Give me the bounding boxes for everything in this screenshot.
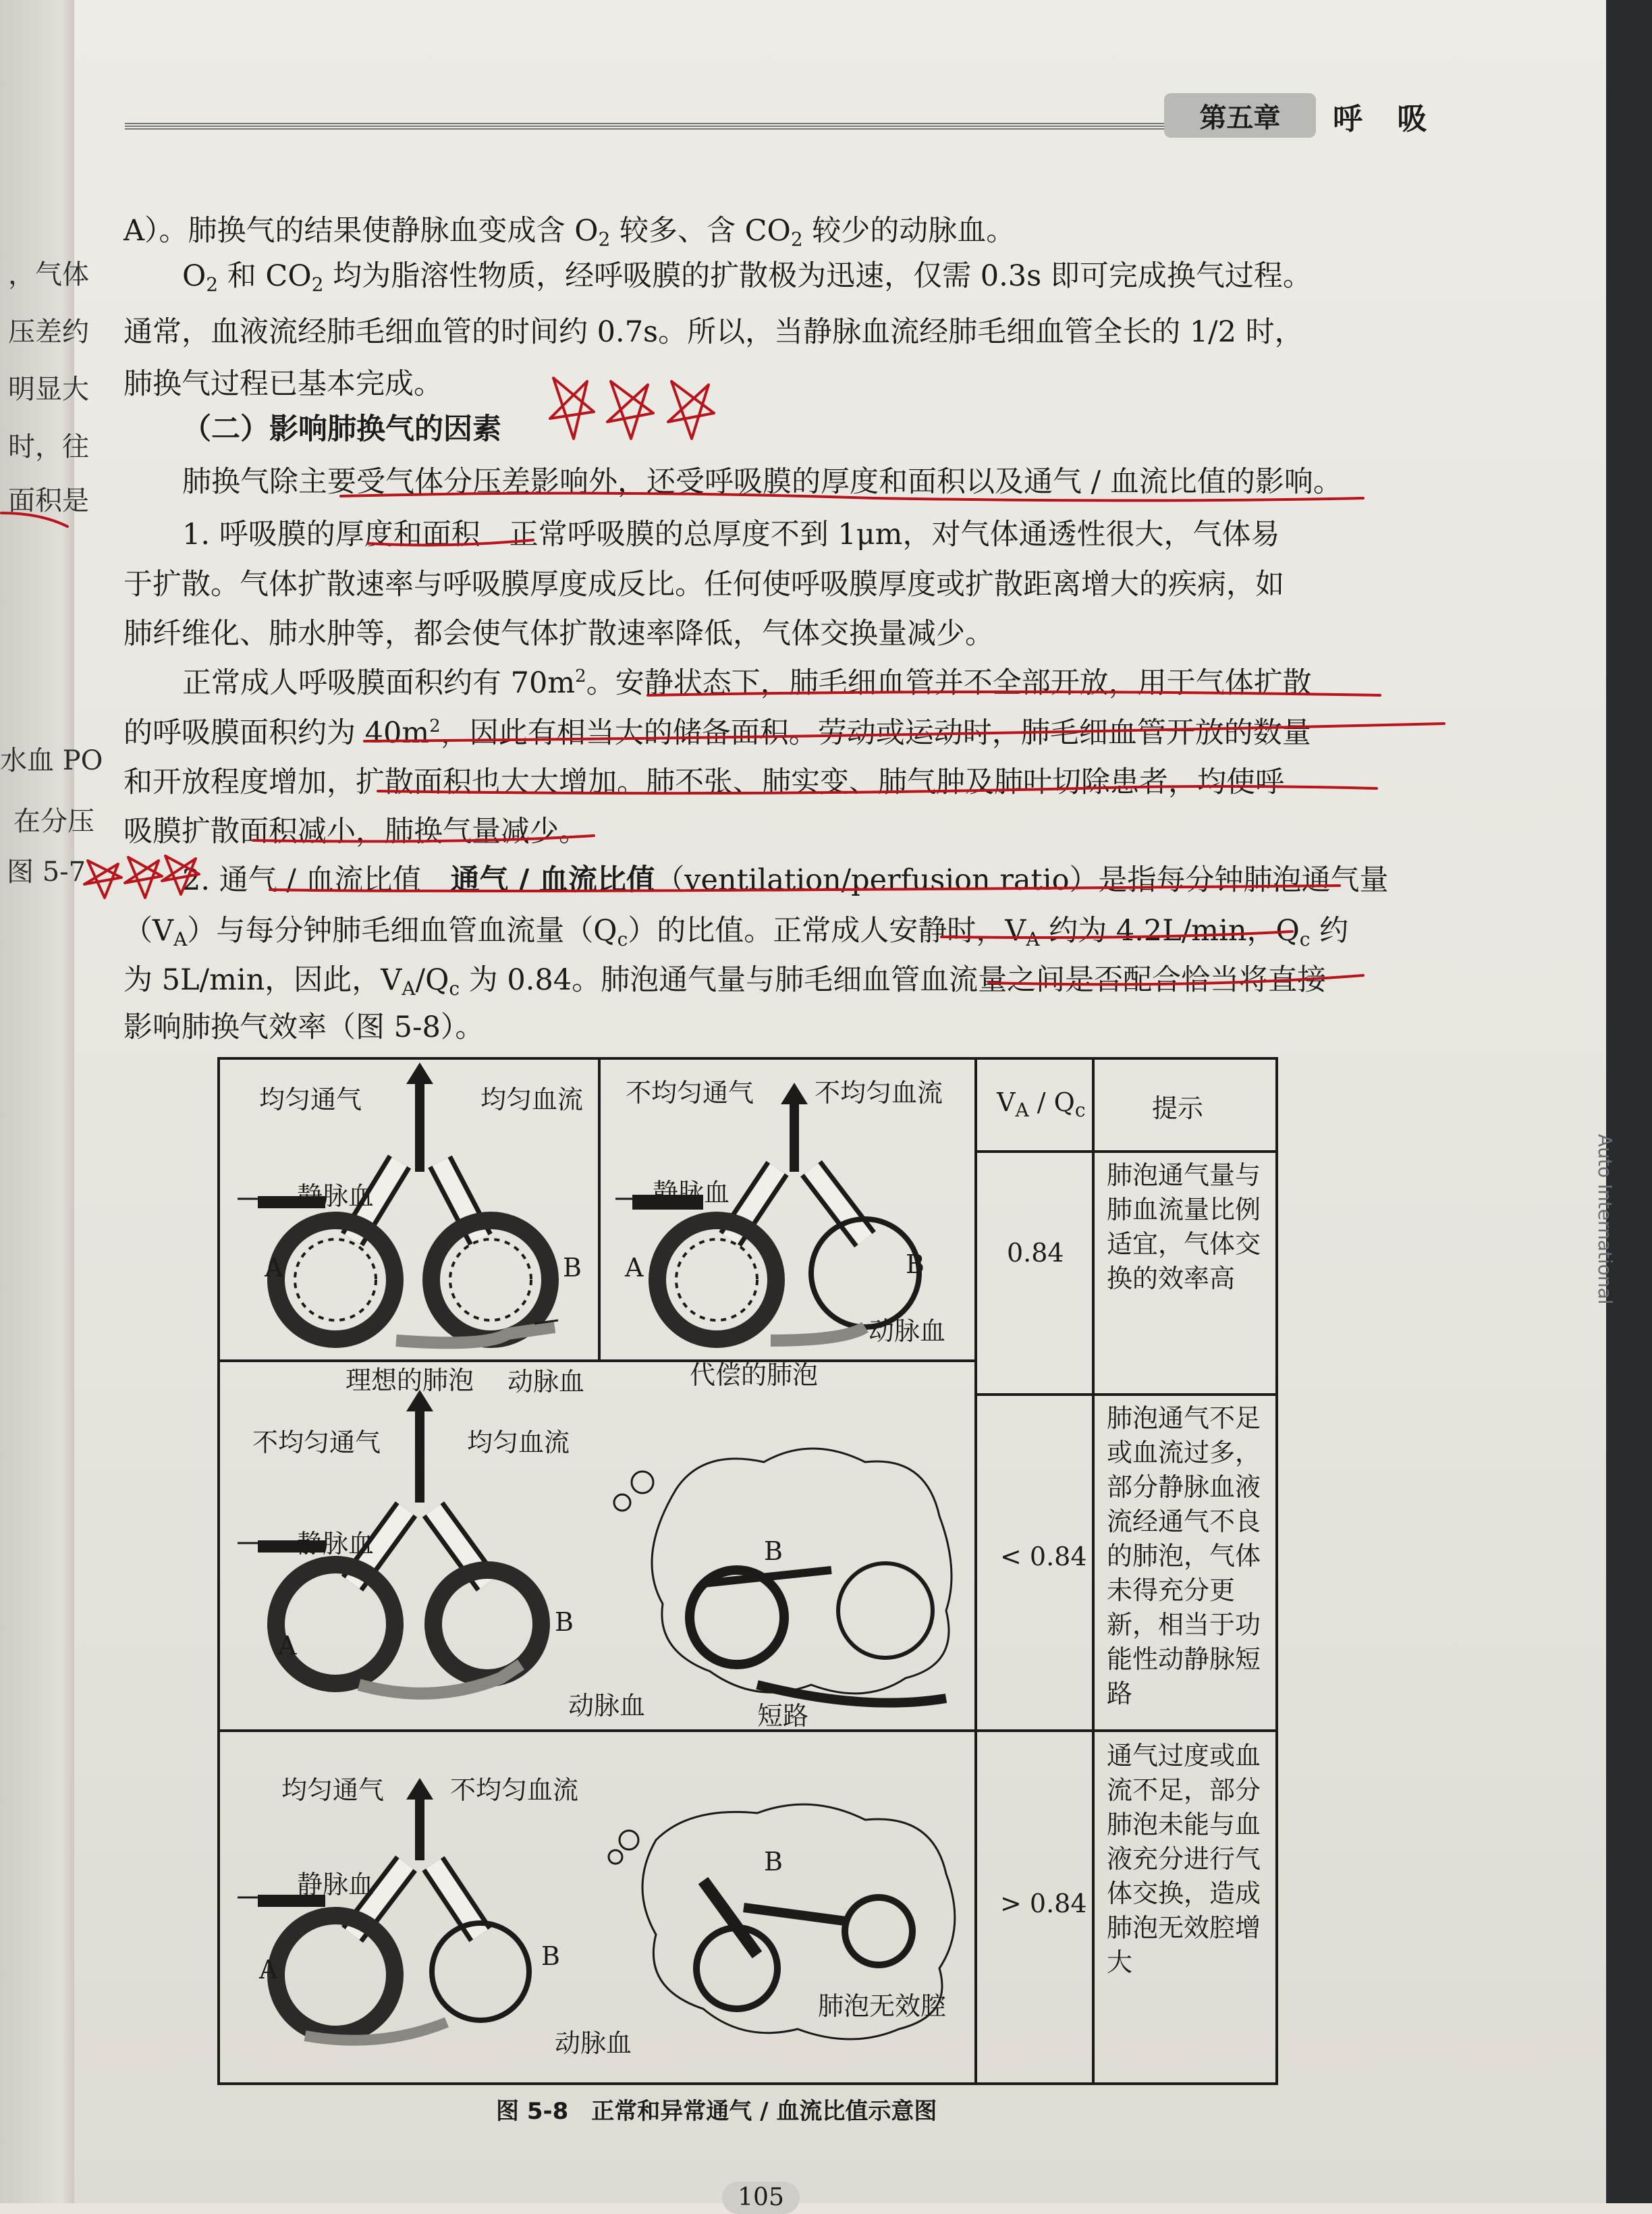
text-line: 于扩散。气体扩散速率与呼吸膜厚度成反比。任何使呼吸膜厚度或扩散距离增大的疾病，如 <box>123 568 1284 601</box>
bubble <box>632 1472 653 1493</box>
label-arterial-blood: 动脉血 <box>568 1691 646 1721</box>
side-label: Auto International <box>1594 1134 1616 1305</box>
label-venous-blood: 静脉血 <box>297 1870 375 1899</box>
label-venous-blood: 静脉血 <box>653 1178 730 1208</box>
text-line: 和开放程度增加，扩散面积也大大增加。肺不张、肺实变、肺气肿及肺叶切除患者，均使呼 <box>123 765 1284 799</box>
alveolus-a-inner <box>295 1239 376 1320</box>
chapter-tab: 第五章 <box>1164 93 1316 138</box>
hint-normal: 肺泡通气量与 肺血流量比例 适宜，气体交 换的效率高 <box>1107 1160 1261 1293</box>
alveolus-b <box>432 1923 529 2020</box>
artery-vessel <box>771 1327 865 1341</box>
label-uneven-ventilation: 不均匀通气 <box>252 1428 381 1457</box>
text-line: 吸膜扩散面积减小，肺换气量减少。 <box>123 815 588 848</box>
text-line: A）。肺换气的结果使静脉血变成含 $O_2$ 较多、含 $CO_2$ 较少的动脉血。 <box>123 214 1016 250</box>
text-line: 影响肺换气效率（图 5-8）。 <box>123 1010 485 1044</box>
text-line: 肺换气除主要受气体分压差影响外，还受呼吸膜的厚度和面积以及通气 / 血流比值的影响。 <box>182 465 1342 499</box>
label-a: A <box>259 1955 278 1985</box>
airway-dead <box>744 1908 845 1921</box>
arrow-head <box>781 1083 808 1104</box>
label-uneven-perfusion: 不均匀血流 <box>450 1775 579 1805</box>
label-a: A <box>278 1631 297 1660</box>
label-venous-blood: 静脉血 <box>297 1181 375 1211</box>
margin-text: 在分压 <box>13 806 94 837</box>
alveolus-a <box>276 1565 395 1683</box>
label-uniform-perfusion: 均匀血流 <box>480 1085 584 1114</box>
label-uneven-ventilation: 不均匀通气 <box>626 1078 754 1108</box>
label-uniform-ventilation: 均匀通气 <box>281 1775 385 1805</box>
alveolus-dead-b <box>845 1897 912 1965</box>
label-b2: B <box>764 1536 783 1566</box>
text-line: 的呼吸膜面积约为 $40m^2$，因此有相当大的储备面积。劳动或运动时，肺毛细血管开放的数量 <box>123 716 1311 750</box>
margin-text: 压差约 <box>8 317 89 348</box>
header-va-qc: $V_A / Q_c$ <box>997 1087 1086 1121</box>
figure-5-8 <box>217 1057 1278 2085</box>
bubble <box>614 1494 630 1511</box>
ratio-greater: > 0.84 <box>1000 1889 1087 1918</box>
bubble <box>609 1850 622 1864</box>
label-uniform-perfusion: 均匀血流 <box>467 1428 570 1457</box>
hint-shunt: 肺泡通气不足 或血流过多， 部分静脉血液 流经通气不良 的肺泡，气体 未得充分更 新，相当于功 能性动静脉短 路 <box>1107 1403 1261 1708</box>
text-line: $O_2$ 和 $CO_2$ 均为脂溶性物质，经呼吸膜的扩散极为迅速，仅需 0.3s 即可完成换气过程。 <box>182 259 1312 296</box>
label-b2: B <box>764 1847 783 1877</box>
label-b: B <box>555 1607 574 1637</box>
margin-text: 水血 PO <box>0 745 103 776</box>
label-venous-blood: 静脉血 <box>297 1529 375 1559</box>
text-line: 肺纤维化、肺水肿等，都会使气体扩散速率降低，气体交换量减少。 <box>123 617 994 651</box>
text-line: 正常成人呼吸膜面积约有 $70m^2$。安静状态下，肺毛细血管并不全部开放，用于气体扩散 <box>182 666 1312 700</box>
chapter-title: 呼 吸 <box>1333 102 1439 136</box>
text-line: 1. 呼吸膜的厚度和面积 正常呼吸膜的总厚度不到 1μm，对气体通透性很大，气体易 <box>182 518 1280 551</box>
label-b: B <box>906 1249 925 1279</box>
figure-caption: 图 5-8 正常和异常通气 / 血流比值示意图 <box>496 2098 937 2125</box>
text-line: $(V_A)$与每分钟肺毛细血管血流量$(Q_c)$的比值。正常成人安静时，$V_A$ 约为 4.2L/min，$Q_c$ 约 <box>123 914 1349 950</box>
label-dead-space: 肺泡无效腔 <box>818 1991 947 2021</box>
header-hint: 提示 <box>1152 1094 1204 1123</box>
margin-text: 时，往 <box>8 431 89 462</box>
label-uniform-ventilation: 均匀通气 <box>259 1085 362 1114</box>
alveolus-dead-a <box>696 1928 777 2009</box>
text-line: 通常，血液流经肺毛细血管的时间约 0.7s。所以，当静脉血流经肺毛细血管全长的 1/2 时， <box>123 315 1304 349</box>
page-number: 105 <box>722 2182 800 2214</box>
bubble <box>620 1831 638 1850</box>
hint-dead-space: 通气过度或血 流不足，部分 肺泡未能与血 液充分进行气 体交换，造成 肺泡无效腔增 大 <box>1107 1741 1261 1977</box>
panel-compensated <box>615 1083 919 1341</box>
label-compensated-alveolus: 代偿的肺泡 <box>690 1360 819 1390</box>
ratio-equal: 0.84 <box>1007 1238 1064 1268</box>
label-shunt: 短路 <box>757 1701 809 1731</box>
margin-text: 图 5-7 <box>7 857 86 888</box>
label-ideal-alveolus: 理想的肺泡 <box>346 1366 474 1395</box>
alveolus-b-inner <box>450 1239 531 1320</box>
label-a: A <box>265 1253 283 1282</box>
airway-dead <box>703 1881 757 1955</box>
margin-text: 面积是 <box>8 485 89 516</box>
label-a: A <box>625 1253 644 1282</box>
text-line: 2. 通气 / 血流比值 通气 / 血流比值（ventilation/perfusion ratio）是指每分钟肺泡通气量 <box>182 863 1389 897</box>
margin-text: 明显大 <box>8 374 89 405</box>
label-b: B <box>563 1253 582 1282</box>
section-heading: （二）影响肺换气的因素 <box>182 412 501 446</box>
margin-text: ，气体 <box>8 259 89 290</box>
alveolus-a-inner <box>676 1239 757 1320</box>
label-arterial-blood: 动脉血 <box>507 1367 585 1397</box>
header-rule <box>125 123 1164 131</box>
label-arterial-blood: 动脉血 <box>869 1316 946 1346</box>
label-arterial-blood: 动脉血 <box>555 2028 632 2058</box>
alveolus-shunt <box>838 1563 933 1658</box>
text-line: 为 5L/min，因此，$V_A/Q_c$ 为 0.84。肺泡通气量与肺毛细血管血流量之间是否配合恰当将直接 <box>123 963 1327 1000</box>
label-uneven-perfusion: 不均匀血流 <box>815 1078 943 1108</box>
alveolus-b <box>433 1570 541 1678</box>
label-b: B <box>541 1941 560 1971</box>
ratio-less: < 0.84 <box>1000 1542 1087 1571</box>
alveolus-a <box>276 1916 395 2034</box>
arrow-head <box>406 1778 433 1800</box>
arrow-head <box>406 1062 433 1084</box>
text-line: 肺换气过程已基本完成。 <box>123 367 443 401</box>
